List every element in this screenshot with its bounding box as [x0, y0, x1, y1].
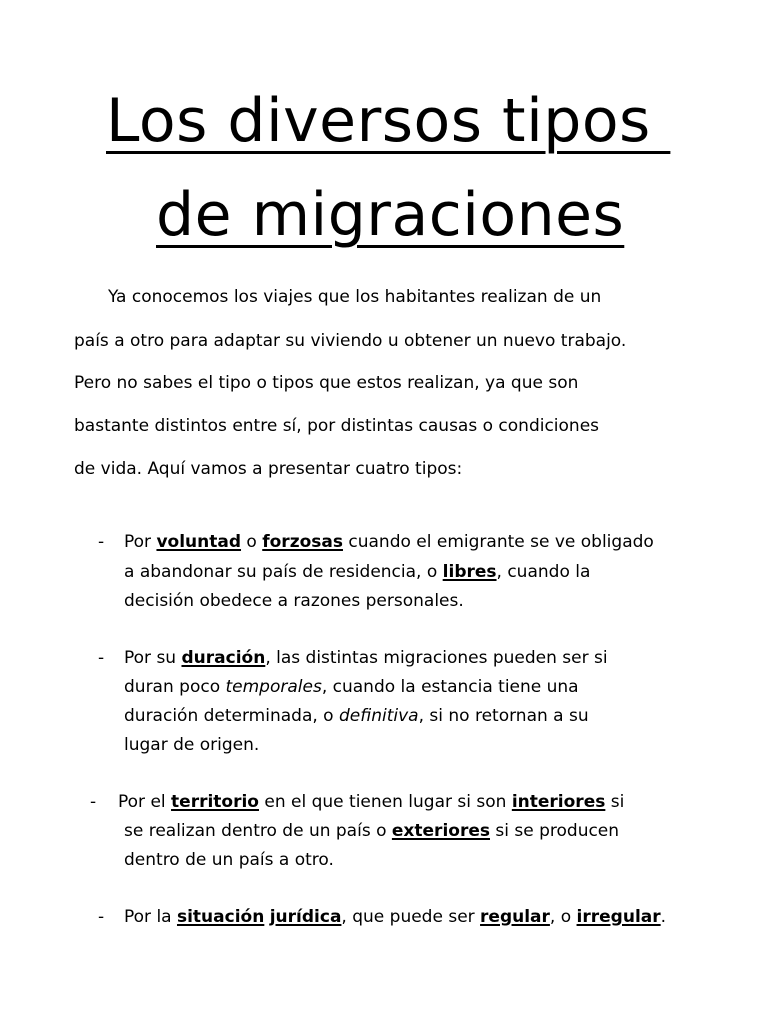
- keyword-exteriores: exteriores: [391, 821, 490, 841]
- title-line-2: de migraciones: [156, 180, 625, 250]
- text: , si no retornan a su: [418, 706, 589, 726]
- text: o: [241, 532, 263, 552]
- text: Por la: [124, 907, 177, 927]
- text: a abandonar su país de residencia, o: [124, 562, 443, 582]
- text: Por el: [118, 792, 172, 812]
- keyword-regular: regular: [480, 907, 550, 927]
- bullet-3-line-2: [124, 820, 619, 842]
- keyword-juridica: jurídica: [269, 907, 342, 927]
- text: , cuando la: [496, 562, 591, 582]
- bullet-dash-4: -: [98, 907, 105, 927]
- term-temporales: temporales: [225, 677, 322, 697]
- title-line-1: Los diversos tipos: [106, 86, 671, 156]
- intro-line-3: Pero no sabes el tipo o tipos que estos realizan, ya que son: [74, 373, 579, 393]
- keyword-interiores: interiores: [511, 792, 606, 812]
- text: .: [660, 907, 667, 927]
- bullet-4-line-1: [124, 906, 666, 928]
- intro-line-2: país a otro para adaptar su viviendo u obtener un nuevo trabajo.: [74, 331, 627, 351]
- bullet-1-line-1: [124, 531, 654, 553]
- text: , o: [549, 907, 577, 927]
- keyword-territorio: territorio: [171, 792, 259, 812]
- text: Por su: [124, 648, 182, 668]
- keyword-irregular: irregular: [576, 907, 661, 927]
- text: duran poco: [124, 677, 226, 697]
- text: duración determinada, o: [124, 706, 339, 726]
- bullet-2-line-3: [124, 705, 589, 727]
- intro-line-4: bastante distintos entre sí, por distintas causas o condiciones: [74, 416, 600, 436]
- text: , las distintas migraciones pueden ser si: [265, 648, 608, 668]
- keyword-duracion: duración: [181, 648, 266, 668]
- bullet-dash-1: -: [98, 532, 105, 552]
- keyword-voluntad: voluntad: [156, 532, 242, 552]
- bullet-1-line-2: [124, 561, 590, 583]
- term-definitiva: definitiva: [338, 706, 419, 726]
- text: , que puede ser: [341, 907, 481, 927]
- bullet-dash-3: -: [90, 792, 97, 812]
- keyword-libres: libres: [442, 562, 497, 582]
- text: Por: [124, 532, 157, 552]
- text: si se producen: [489, 821, 620, 841]
- intro-line-1: Ya conocemos los viajes que los habitantes realizan de un: [108, 287, 602, 307]
- bullet-1-line-3: decisión obedece a razones personales.: [124, 591, 464, 611]
- text: en el que tienen lugar si son: [258, 792, 512, 812]
- bullet-2-line-1: [124, 647, 608, 669]
- keyword-forzosas: forzosas: [262, 532, 343, 552]
- text: , cuando la estancia tiene una: [321, 677, 579, 697]
- text: se realizan dentro de un país o: [124, 821, 392, 841]
- keyword-situacion: situación: [176, 907, 265, 927]
- bullet-2-line-4: lugar de origen.: [124, 735, 260, 755]
- bullet-dash-2: -: [98, 648, 105, 668]
- text: cuando el emigrante se ve obligado: [342, 532, 654, 552]
- text: si: [605, 792, 625, 812]
- intro-line-5: de vida. Aquí vamos a presentar cuatro tipos:: [74, 459, 463, 479]
- bullet-3-line-3: dentro de un país a otro.: [124, 850, 334, 870]
- bullet-3-line-1: [118, 791, 624, 813]
- bullet-2-line-2: [124, 676, 579, 698]
